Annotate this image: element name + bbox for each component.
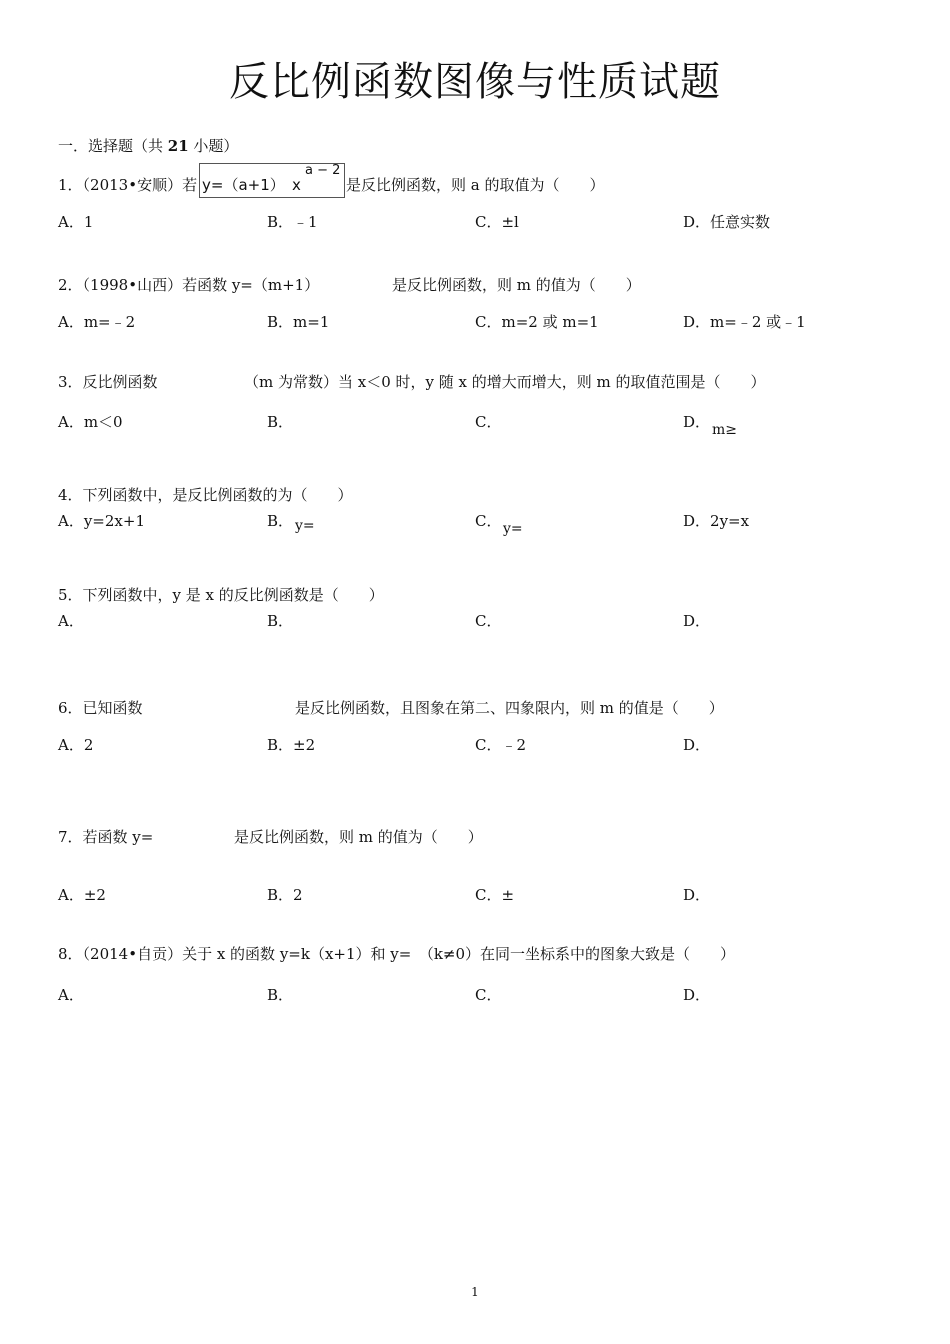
q5-option-d[interactable]: D． xyxy=(683,612,711,630)
section-heading xyxy=(58,135,238,156)
q4-option-b-formula: y= xyxy=(295,518,315,534)
question-3-pre: 3．反比例函数 xyxy=(58,373,158,391)
question-2-post: 是反比例函数，则 m 的值为（ ） xyxy=(392,276,641,294)
q8-option-d[interactable]: D． xyxy=(683,986,711,1004)
q1-option-a[interactable]: A．1 xyxy=(58,213,94,231)
q3-option-d[interactable]: D． xyxy=(683,413,711,431)
q7-option-b[interactable]: B．2 xyxy=(267,886,303,904)
q5-option-b[interactable]: B． xyxy=(267,612,294,630)
q4-option-d[interactable]: D．2y=x xyxy=(683,512,750,530)
formula-x: x xyxy=(292,176,301,194)
question-1-pre: 1．（2013•安顺）若 xyxy=(58,176,198,194)
q1-option-d[interactable]: D．任意实数 xyxy=(683,213,771,231)
q3-option-a[interactable]: A．m＜0 xyxy=(58,413,123,431)
question-1-formula xyxy=(199,163,345,198)
question-5-text: 5．下列函数中，y 是 x 的反比例函数是（ ） xyxy=(58,586,384,604)
q4-option-c[interactable]: C． xyxy=(475,512,502,530)
q7-option-a[interactable]: A．±2 xyxy=(58,886,106,904)
question-6-pre: 6．已知函数 xyxy=(58,699,143,717)
section-prefix: 一．选择题（共 xyxy=(58,137,168,155)
formula-exponent: a − 2 xyxy=(305,163,341,178)
question-6-post: 是反比例函数，且图象在第二、四象限内，则 m 的值是（ ） xyxy=(295,699,724,717)
question-4-text: 4．下列函数中，是反比例函数的为（ ） xyxy=(58,486,353,504)
q6-option-a[interactable]: A．2 xyxy=(58,736,94,754)
section-suffix: 小题） xyxy=(188,137,239,155)
question-count: 21 xyxy=(167,137,189,155)
q2-option-c[interactable]: C．m=2 或 m=1 xyxy=(475,313,599,331)
question-7-post: 是反比例函数，则 m 的值为（ ） xyxy=(234,828,483,846)
page-number: 1 xyxy=(471,1285,479,1299)
q6-option-d[interactable]: D． xyxy=(683,736,711,754)
q6-option-c[interactable]: C．﹣2 xyxy=(475,736,527,754)
page-title: 反比例函数图像与性质试题 xyxy=(229,59,721,105)
question-3-post: （m 为常数）当 x＜0 时，y 随 x 的增大而增大，则 m 的取值范围是（ ） xyxy=(244,373,766,391)
q6-option-b[interactable]: B．±2 xyxy=(267,736,316,754)
q3-option-d-formula: m≥ xyxy=(712,422,738,438)
q3-option-b[interactable]: B． xyxy=(267,413,294,431)
question-8-text: 8．（2014•自贡）关于 x 的函数 y=k（x+1）和 y= （k≠0）在同一坐标系中的图象大致是（ ） xyxy=(58,945,736,963)
question-7-pre: 7．若函数 y= xyxy=(58,828,154,846)
q1-option-c[interactable]: C．±l xyxy=(475,213,519,231)
q1-option-b[interactable]: B．﹣1 xyxy=(267,213,318,231)
question-1-post: 是反比例函数，则 a 的取值为（ ） xyxy=(346,176,605,194)
q2-option-a[interactable]: A．m=﹣2 xyxy=(58,313,136,331)
q7-option-d[interactable]: D． xyxy=(683,886,711,904)
q2-option-d[interactable]: D．m=﹣2 或﹣1 xyxy=(683,313,806,331)
q3-option-c[interactable]: C． xyxy=(475,413,502,431)
q8-option-b[interactable]: B． xyxy=(267,986,294,1004)
q5-option-a[interactable]: A． xyxy=(58,612,84,630)
q7-option-c[interactable]: C．± xyxy=(475,886,515,904)
q2-option-b[interactable]: B．m=1 xyxy=(267,313,330,331)
question-2-pre: 2．（1998•山西）若函数 y=（m+1） xyxy=(58,276,320,294)
q8-option-a[interactable]: A． xyxy=(58,986,84,1004)
q8-option-c[interactable]: C． xyxy=(475,986,502,1004)
formula-main: y=（a+1） xyxy=(202,176,285,194)
q4-option-b[interactable]: B． xyxy=(267,512,294,530)
q5-option-c[interactable]: C． xyxy=(475,612,502,630)
q4-option-a[interactable]: A．y=2x+1 xyxy=(58,512,145,530)
q4-option-c-formula: y= xyxy=(503,521,523,537)
